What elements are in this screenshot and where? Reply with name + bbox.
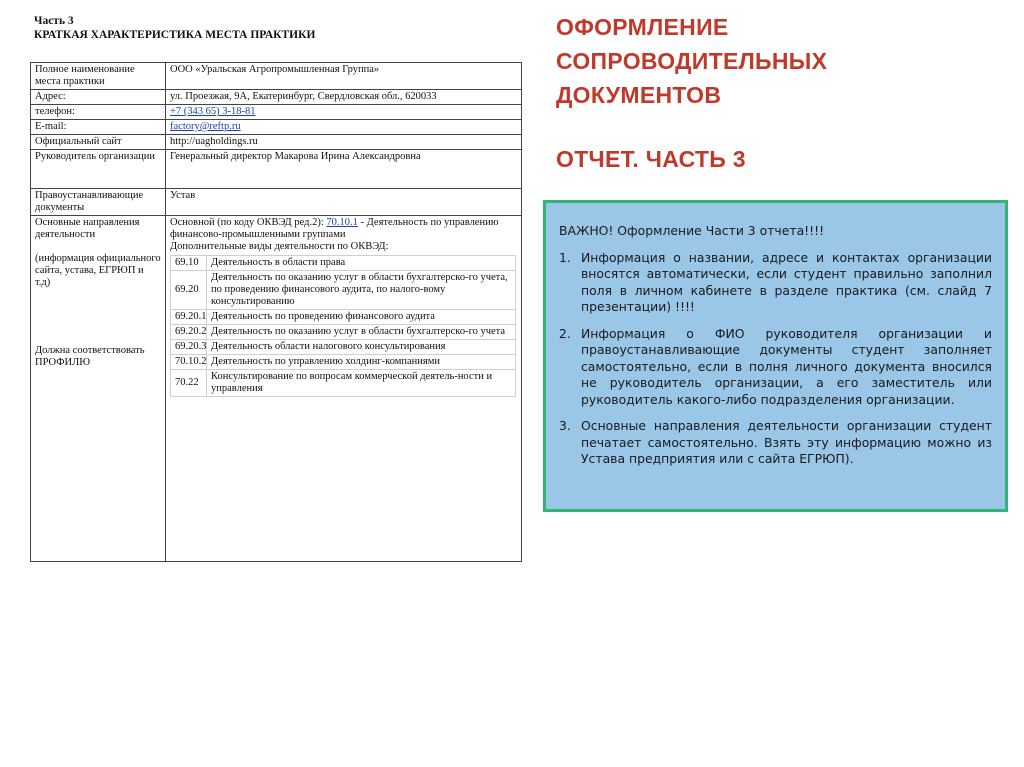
okved-desc: Консультирование по вопросам коммерческой деятель-ности и управления bbox=[207, 370, 516, 397]
row-label: E-mail: bbox=[31, 120, 166, 135]
row-label: Полное наименование места практики bbox=[31, 63, 166, 90]
okved-code: 69.10 bbox=[171, 256, 207, 271]
row-label: Адрес: bbox=[31, 90, 166, 105]
activities-source-note: (информация официального сайта, устава, ЕГРЮП и т.д) bbox=[35, 253, 161, 288]
row-label: Официальный сайт bbox=[31, 135, 166, 150]
table-row bbox=[31, 189, 522, 216]
item-number: 3. bbox=[559, 418, 571, 433]
table-row bbox=[31, 105, 522, 120]
row-value: ООО «Уральская Агропромышленная Группа» bbox=[166, 63, 522, 90]
list-item bbox=[559, 250, 992, 316]
table-row bbox=[171, 256, 516, 271]
okved-code: 69.20 bbox=[171, 271, 207, 310]
table-row bbox=[171, 271, 516, 310]
activities-profile-note: Должна соответствовать ПРОФИЛЮ bbox=[35, 345, 145, 368]
additional-activities-label: Дополнительные виды деятельности по ОКВЭД: bbox=[170, 241, 389, 252]
row-label: телефон: bbox=[31, 105, 166, 120]
activities-label-cell bbox=[31, 216, 166, 562]
important-note-box bbox=[543, 200, 1008, 512]
document-heading bbox=[34, 14, 526, 42]
okved-code: 69.20.3 bbox=[171, 340, 207, 355]
characteristics-table bbox=[30, 62, 522, 562]
title-line: ОФОРМЛЕНИЕ bbox=[556, 14, 729, 40]
okved-desc: Деятельность области налогового консультирования bbox=[207, 340, 516, 355]
part-label: Часть 3 bbox=[34, 15, 74, 27]
table-row bbox=[31, 150, 522, 189]
row-value: Генеральный директор Макарова Ирина Александровна bbox=[166, 150, 522, 189]
row-label: Руководитель организации bbox=[31, 150, 166, 189]
subtitle: ОТЧЕТ. ЧАСТЬ 3 bbox=[556, 146, 746, 172]
table-row bbox=[31, 216, 522, 562]
title-line: ДОКУМЕНТОВ bbox=[556, 82, 722, 108]
list-item bbox=[559, 418, 992, 468]
email-link[interactable]: factory@reftp.ru bbox=[170, 121, 241, 132]
row-value: http://uagholdings.ru bbox=[166, 135, 522, 150]
row-value: ул. Проезжая, 9А, Екатеринбург, Свердловская обл., 620033 bbox=[166, 90, 522, 105]
table-row bbox=[171, 340, 516, 355]
okved-code: 70.22 bbox=[171, 370, 207, 397]
table-row bbox=[31, 120, 522, 135]
phone-link[interactable]: +7 (343 65) 3-18-81 bbox=[170, 106, 256, 117]
okved-desc: Деятельность по оказанию услуг в области бухгалтерско-го учета, по проведению финансового аудита, по налого-вому консультированию bbox=[207, 271, 516, 310]
table-row bbox=[31, 135, 522, 150]
activities-value-cell bbox=[166, 216, 522, 562]
row-value: Устав bbox=[166, 189, 522, 216]
note-list bbox=[559, 250, 992, 468]
item-text: Основные направления деятельности организации студент печатает самостоятельно. Взять эту информацию можно из Устава предприятия или с сайта ЕГРЮП). bbox=[581, 418, 992, 466]
okved-desc: Деятельность по проведению финансового аудита bbox=[207, 310, 516, 325]
section-title: КРАТКАЯ ХАРАКТЕРИСТИКА МЕСТА ПРАКТИКИ bbox=[34, 29, 316, 41]
okved-code: 69.20.2 bbox=[171, 325, 207, 340]
report-document bbox=[26, 14, 526, 394]
item-text: Информация о названии, адресе и контактах организации вносятся автоматически, если студент правильно заполнил поля в личном кабинете в разделе практика (см. слайд 7 презентации) !!!! bbox=[581, 249, 992, 314]
okved-main-link[interactable]: 70.10.1 bbox=[326, 217, 358, 228]
note-heading: ВАЖНО! Оформление Части 3 отчета!!!! bbox=[559, 223, 825, 238]
okved-desc: Деятельность в области права bbox=[207, 256, 516, 271]
row-label: Правоустанавливающие документы bbox=[31, 189, 166, 216]
slide-title bbox=[556, 10, 996, 176]
okved-code: 70.10.2 bbox=[171, 355, 207, 370]
okved-desc: Деятельность по оказанию услуг в области бухгалтерско-го учета bbox=[207, 325, 516, 340]
item-number: 1. bbox=[559, 249, 571, 265]
main-activity: Основной (по коду ОКВЭД ред.2): 70.10.1 - Деятельность по управлению финансово-промышленными группами bbox=[170, 217, 499, 240]
title-line: СОПРОВОДИТЕЛЬНЫХ bbox=[556, 48, 828, 74]
list-item bbox=[559, 326, 992, 409]
table-row bbox=[171, 370, 516, 397]
item-number: 2. bbox=[559, 325, 571, 341]
activities-label: Основные направления деятельности bbox=[35, 217, 140, 240]
item-text: Информация о ФИО руководителя организации и правоустанавливающие документы студент заполняет самостоятельно, если в полня личного документа вносился не руководитель организации, а его заместитель или руководитель какого-либо подразделения организации. bbox=[581, 325, 992, 407]
table-row bbox=[171, 310, 516, 325]
okved-codes-table bbox=[170, 255, 516, 397]
table-row bbox=[171, 325, 516, 340]
okved-desc: Деятельность по управлению холдинг-компаниями bbox=[207, 355, 516, 370]
table-row bbox=[31, 63, 522, 90]
okved-code: 69.20.1 bbox=[171, 310, 207, 325]
table-row bbox=[31, 90, 522, 105]
table-row bbox=[171, 355, 516, 370]
